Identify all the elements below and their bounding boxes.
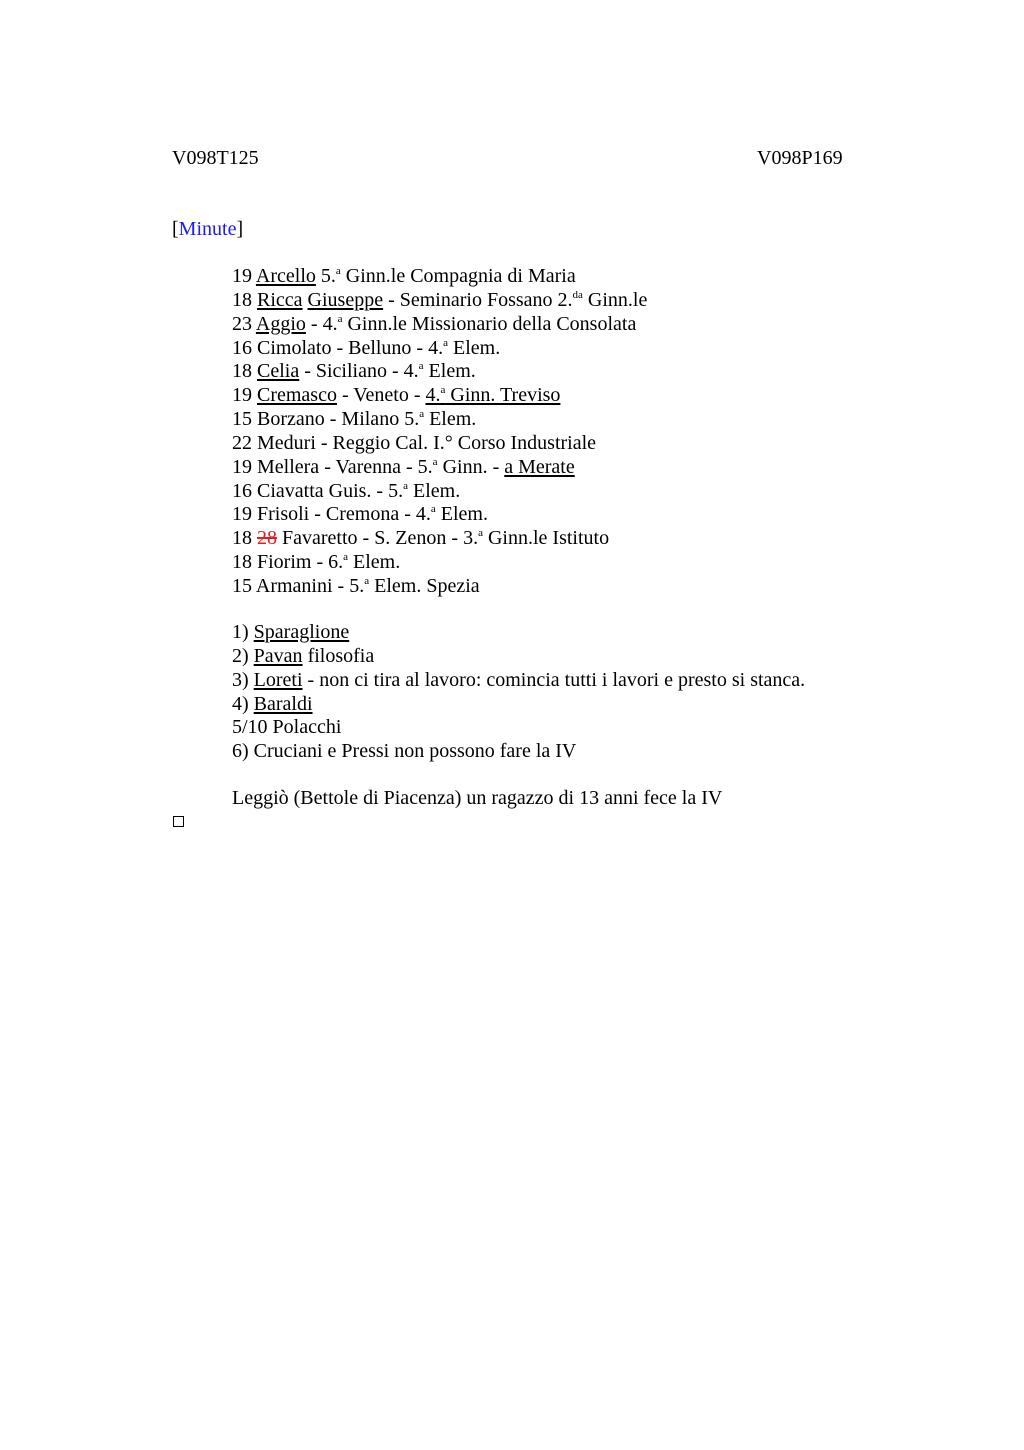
list-item: 2) Pavan filosofia bbox=[232, 644, 375, 667]
section-heading bbox=[172, 217, 243, 241]
document-code-right: V098P169 bbox=[757, 147, 843, 169]
list-item: 18 Ricca Giuseppe - Seminario Fossano 2.$^{da}$ Ginn.le bbox=[232, 288, 648, 311]
list-item: 18 Celia - Siciliano - 4.$^a$ Elem. bbox=[232, 360, 476, 383]
ranking-list bbox=[232, 621, 805, 764]
list-item: 23 Aggio - 4.$^a$ Ginn.le Missionario della Consolata bbox=[232, 312, 637, 335]
heading-open-bracket: [ bbox=[172, 218, 179, 240]
list-item: 16 Cimolato - Belluno - 4.$^a$ Elem. bbox=[232, 336, 501, 359]
list-item: 18 Fiorim - 6.$^a$ Elem. bbox=[232, 551, 401, 574]
students-list bbox=[232, 265, 647, 599]
heading-label: Minute bbox=[178, 218, 237, 240]
struck-text: 28 bbox=[257, 527, 277, 550]
list-item: 22 Meduri - Reggio Cal. I.° Corso Industriale bbox=[232, 431, 597, 454]
heading-close-bracket: ] bbox=[236, 218, 244, 240]
list-item: 3) Loreti - non ci tira al lavoro: comincia tutti i lavori e presto si stanca. bbox=[232, 668, 806, 691]
list-item: 16 Ciavatta Guis. - 5.$^a$ Elem. bbox=[232, 479, 461, 502]
checkbox-icon[interactable] bbox=[173, 816, 184, 827]
list-item: 19 Mellera - Varenna - 5.$^a$ Ginn. - a Merate bbox=[232, 455, 575, 478]
list-item: 18 28 Favaretto - S. Zenon - 3.$^a$ Ginn.le Istituto bbox=[232, 527, 610, 550]
list-item: 15 Borzano - Milano 5.$^a$ Elem. bbox=[232, 408, 477, 431]
list-item: 19 Cremasco - Veneto - 4.$^a$ Ginn. Treviso bbox=[232, 384, 561, 407]
closing-note: Leggiò (Bettole di Piacenza) un ragazzo di 13 anni fece la IV bbox=[232, 787, 723, 809]
list-item: 15 Armanini - 5.$^a$ Elem. Spezia bbox=[232, 574, 480, 597]
list-item: 19 Frisoli - Cremona - 4.$^a$ Elem. bbox=[232, 503, 488, 526]
list-item: 19 Arcello 5.$^a$ Ginn.le Compagnia di Maria bbox=[232, 265, 576, 287]
list-item: 6) Cruciani e Pressi non possono fare la IV bbox=[232, 740, 577, 763]
list-item: 4) Baraldi bbox=[232, 692, 313, 715]
list-item: 5/10 Polacchi bbox=[232, 716, 342, 739]
list-item: 1) Sparaglione bbox=[232, 621, 350, 643]
document-code-left: V098T125 bbox=[172, 147, 259, 169]
